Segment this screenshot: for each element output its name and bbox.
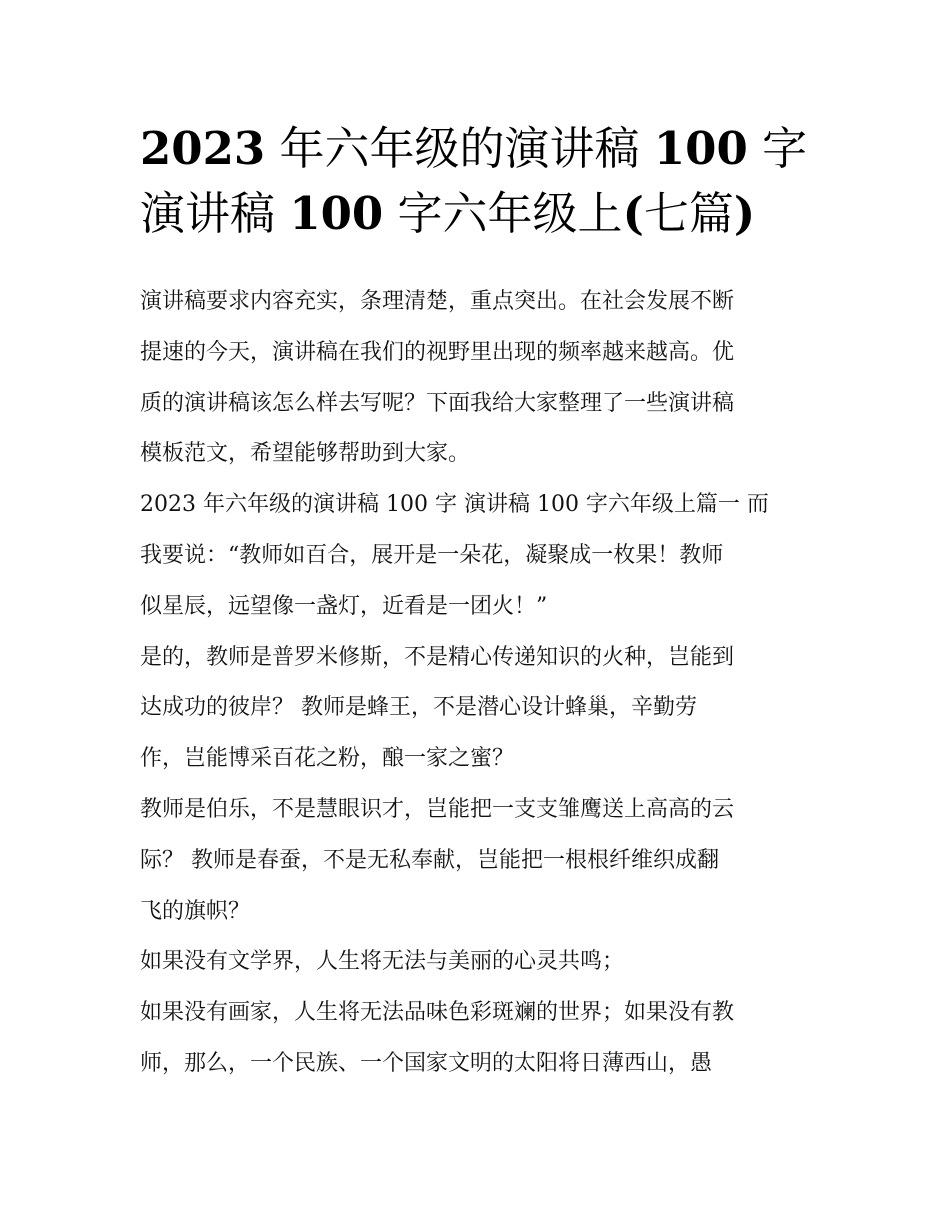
body-line: 是的，教师是普罗米修斯，不是精心传递知识的火种，岂能到 [140, 644, 735, 670]
body-line: 如果没有画家，人生将无法品味色彩斑斓的世界；如果没有教 [140, 1000, 735, 1026]
body-line: 师，那么，一个民族、一个国家文明的太阳将日薄西山，愚 [140, 1050, 713, 1076]
document-body [140, 277, 830, 1090]
title-line-1 [140, 116, 840, 181]
body-line: 提速的今天，演讲稿在我们的视野里出现的频率越来越高。优 [140, 339, 735, 365]
body-line: 我要说：“教师如百合，展开是一朵花，凝聚成一枚果！教师 [140, 542, 724, 568]
body-line: 际？ 教师是春蚕，不是无私奉献，岂能把一根根纤维织成翻 [140, 847, 719, 873]
title-text: 字六年级上 [383, 187, 623, 240]
body-line: 如果没有文学界，人生将无法与美丽的心灵共鸣； [140, 949, 625, 975]
body-line: 达成功的彼岸？ 教师是蜂王，不是潜心设计蜂巢，辛勤劳 [140, 695, 697, 721]
body-line: 飞的旗帜？ [140, 898, 251, 924]
title-text: 年六年级的演讲稿 [265, 122, 654, 175]
document-title [140, 116, 840, 246]
title-text: 七篇 [643, 187, 734, 240]
body-line: 模板范文，希望能够帮助到大家。 [140, 441, 471, 467]
title-text: ) [733, 187, 756, 240]
title-text: 100 [289, 187, 384, 240]
title-text: 字 [747, 122, 808, 175]
title-text: 100 [653, 122, 748, 175]
body-line: 教师是伯乐，不是慧眼识才，岂能把一支支雏鹰送上高高的云 [140, 796, 735, 822]
body-line: 似星辰，远望像一盏灯，近看是一团火！” [140, 593, 548, 619]
body-line: 演讲稿要求内容充实，条理清楚，重点突出。在社会发展不断 [140, 289, 735, 314]
title-text: 演讲稿 [140, 187, 290, 240]
title-text: 2023 [140, 122, 266, 175]
body-line: 作，岂能博采百花之粉，酿一家之蜜？ [140, 746, 515, 772]
body-line: 2023 年六年级的演讲稿 100 字 演讲稿 100 字六年级上篇一 而 [140, 492, 769, 518]
title-line-2 [140, 181, 840, 246]
title-text: ( [622, 187, 644, 240]
body-line: 质的演讲稿该怎么样去写呢？下面我给大家整理了一些演讲稿 [140, 390, 735, 416]
